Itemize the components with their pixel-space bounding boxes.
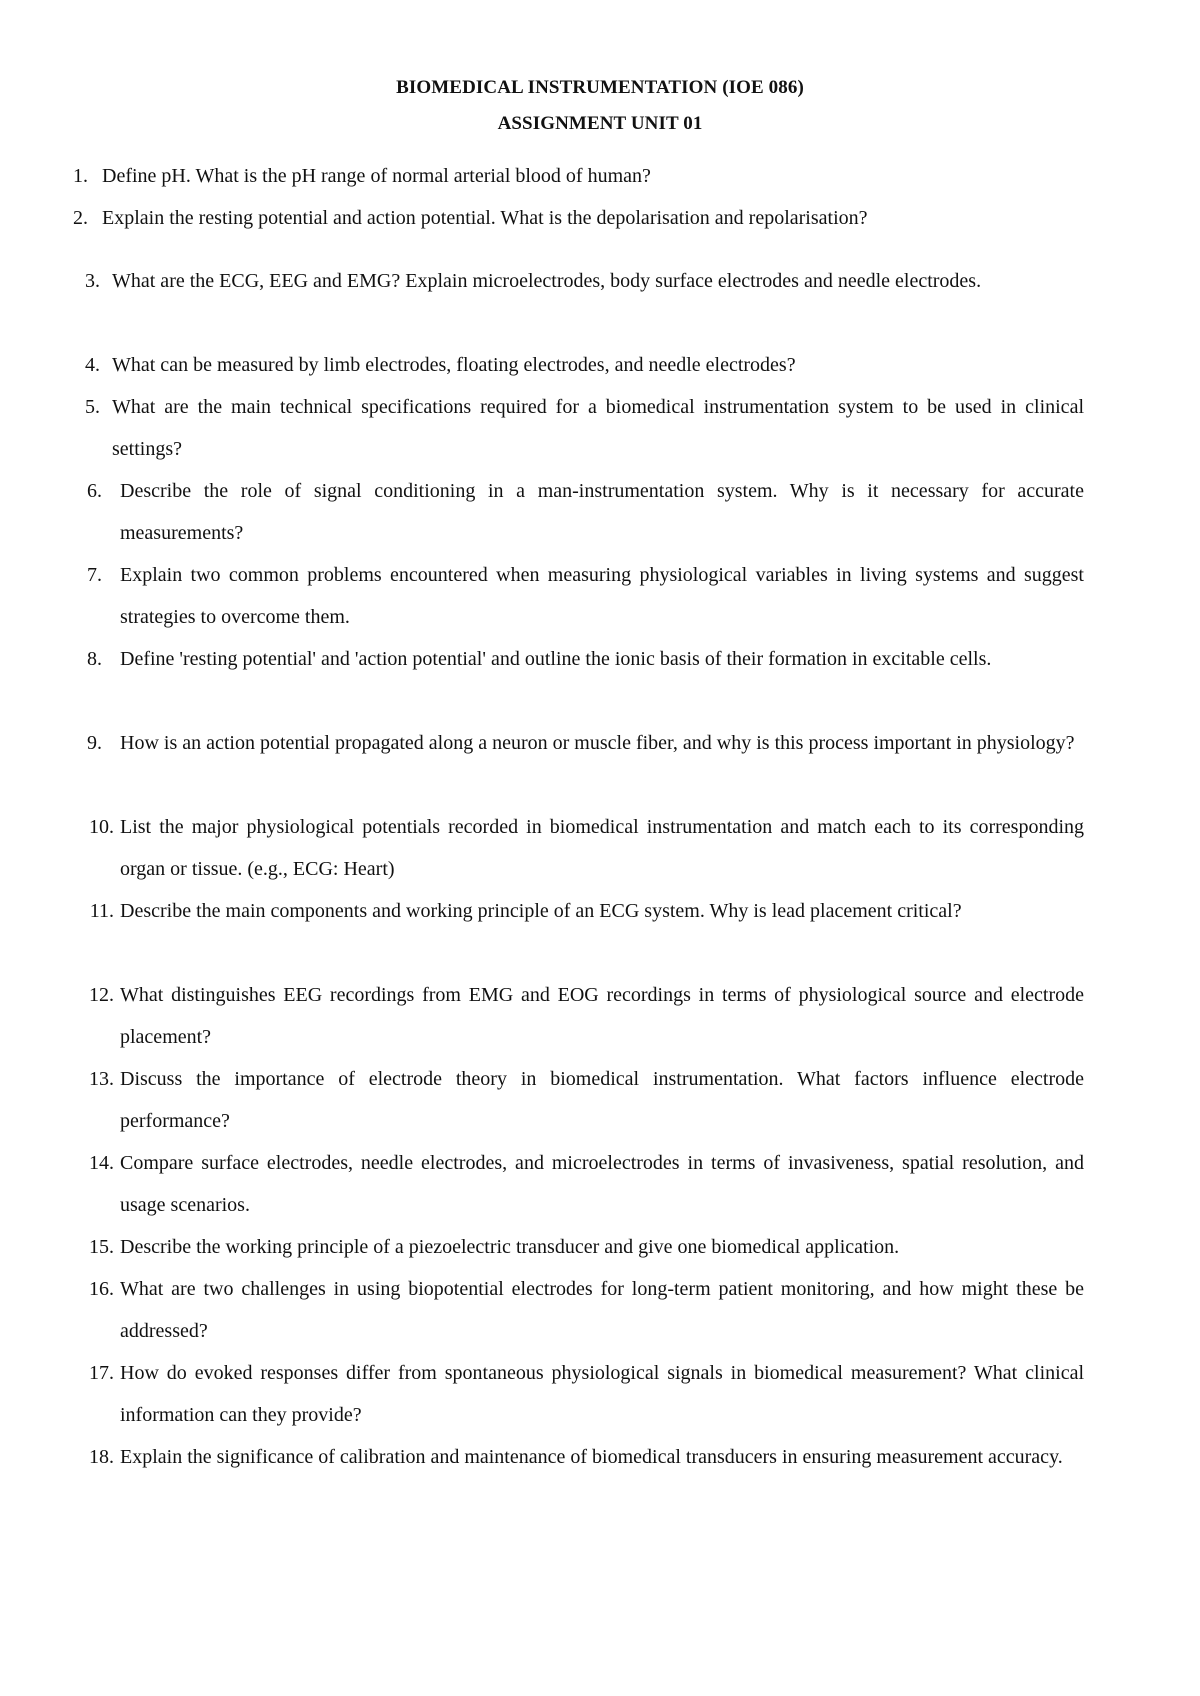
question-text: Compare surface electrodes, needle electrodes, and microelectrodes in terms of invasiveness, spatial resolution, and usage scenarios. [120, 1152, 1084, 1216]
assignment-subtitle: ASSIGNMENT UNIT 01 [497, 113, 703, 134]
question-number: 2. [73, 207, 88, 229]
question-text: Describe the role of signal conditioning in a man-instrumentation system. Why is it necessary for accurate measurements? [120, 480, 1084, 544]
question-number: 7. [87, 564, 102, 586]
question-number: 18. [89, 1446, 114, 1468]
question-number: 16. [89, 1278, 114, 1300]
question-number: 6. [87, 480, 102, 502]
question-text: Explain the significance of calibration and maintenance of biomedical transducers in ensuring measurement accuracy. [120, 1446, 1063, 1468]
document-title: BIOMEDICAL INSTRUMENTATION (IOE 086) [396, 77, 804, 98]
question-text: How do evoked responses differ from spontaneous physiological signals in biomedical measurement? What clinical information can they provide? [120, 1362, 1084, 1426]
question-text: How is an action potential propagated along a neuron or muscle fiber, and why is this process important in physiology? [120, 732, 1075, 754]
question-text: Define 'resting potential' and 'action potential' and outline the ionic basis of their formation in excitable cells. [120, 648, 992, 670]
question-text: Describe the working principle of a piezoelectric transducer and give one biomedical application. [120, 1236, 900, 1258]
question-number: 10. [89, 816, 114, 838]
question-text: What distinguishes EEG recordings from EMG and EOG recordings in terms of physiological source and electrode placement? [120, 984, 1084, 1048]
question-number: 9. [87, 732, 102, 754]
question-number: 13. [89, 1068, 114, 1090]
question-number: 5. [85, 396, 100, 418]
question-number: 12. [89, 984, 114, 1006]
question-text: What are two challenges in using biopotential electrodes for long-term patient monitoring, and how might these be addressed? [120, 1278, 1084, 1342]
question-text: Discuss the importance of electrode theory in biomedical instrumentation. What factors influence electrode performance? [120, 1068, 1084, 1132]
question-text: Explain the resting potential and action potential. What is the depolarisation and repolarisation? [102, 207, 868, 229]
question-number: 4. [85, 354, 100, 376]
question-text: What are the ECG, EEG and EMG? Explain microelectrodes, body surface electrodes and needle electrodes. [112, 270, 982, 292]
question-text: Describe the main components and working principle of an ECG system. Why is lead placement critical? [120, 900, 962, 922]
question-number: 17. [89, 1362, 114, 1384]
question-number: 1. [73, 165, 88, 187]
document-header [0, 70, 1200, 142]
question-text: Explain two common problems encountered when measuring physiological variables in living systems and suggest strategies to overcome them. [120, 564, 1084, 628]
question-number: 8. [87, 648, 102, 670]
question-text: List the major physiological potentials recorded in biomedical instrumentation and match each to its corresponding organ or tissue. (e.g., ECG: Heart) [120, 816, 1084, 880]
question-number: 14. [89, 1152, 114, 1174]
question-number: 15. [89, 1236, 114, 1258]
question-text: What are the main technical specifications required for a biomedical instrumentation system to be used in clinical settings? [112, 396, 1084, 460]
question-text: What can be measured by limb electrodes, floating electrodes, and needle electrodes? [112, 354, 796, 376]
question-number: 11. [89, 900, 114, 922]
question-number: 3. [85, 270, 100, 292]
question-text: Define pH. What is the pH range of normal arterial blood of human? [102, 165, 651, 187]
